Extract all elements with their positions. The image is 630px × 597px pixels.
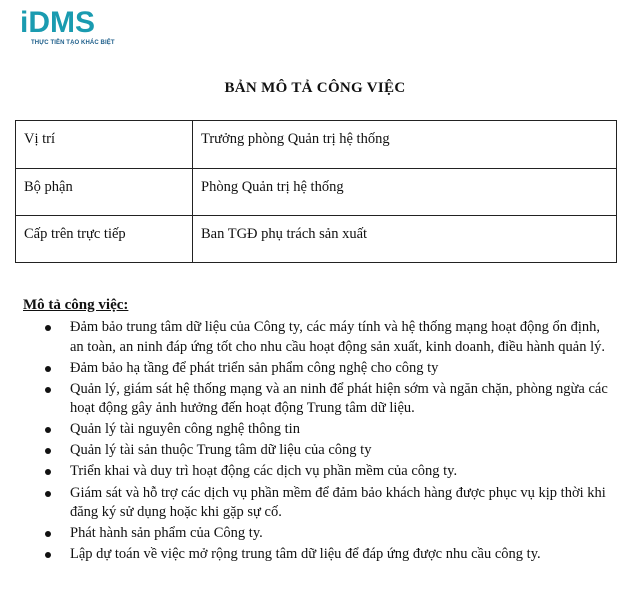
list-item <box>22 420 612 440</box>
duty-text: Phát hành sản phẩm của Công ty. <box>70 525 263 542</box>
table-row <box>16 216 617 263</box>
job-info-table <box>15 120 617 263</box>
table-row <box>16 169 617 216</box>
duties-list <box>22 318 612 566</box>
logo-tagline: THỰC TIỄN TẠO KHÁC BIỆT <box>31 40 115 46</box>
bullet-icon <box>45 552 51 558</box>
bullet-icon <box>45 366 51 372</box>
list-item <box>22 484 612 523</box>
duty-text: Đảm bảo trung tâm dữ liệu của Công ty, các máy tính và hệ thống mạng hoạt động ổn định, an toàn, an ninh đáp ứng tốt cho nhu cầu hoạt động sản xuất, kinh doanh, điều hành quản lý. <box>70 319 605 355</box>
company-logo <box>20 6 120 50</box>
logo-wordmark: iDMS <box>20 6 95 39</box>
supervisor-value: Ban TGĐ phụ trách sản xuất <box>193 216 617 263</box>
table-row <box>16 121 617 169</box>
document-title: BẢN MÔ TẢ CÔNG VIỆC <box>224 80 406 96</box>
list-item <box>22 545 612 565</box>
position-label: Vị trí <box>16 121 193 169</box>
bullet-icon <box>45 325 51 331</box>
duty-text: Lập dự toán về việc mở rộng trung tâm dữ liệu để đáp ứng được nhu cầu công ty. <box>70 546 541 563</box>
duty-text: Triển khai và duy trì hoạt động các dịch vụ phần mềm của công ty. <box>70 463 458 480</box>
position-value: Trưởng phòng Quản trị hệ thống <box>193 121 617 169</box>
duty-text: Giám sát và hỗ trợ các dịch vụ phần mềm để đảm bảo khách hàng được phục vụ kịp thời khi đăng ký sử dụng hoặc khi gặp sự cố. <box>70 484 606 521</box>
supervisor-label: Cấp trên trực tiếp <box>16 216 193 263</box>
list-item <box>22 441 612 461</box>
list-item <box>22 318 612 357</box>
duty-text: Đảm bảo hạ tầng để phát triển sản phẩm công nghệ cho công ty <box>70 359 439 376</box>
list-item <box>22 359 612 379</box>
list-item <box>22 462 612 482</box>
bullet-icon <box>45 531 51 537</box>
duty-text: Quản lý tài nguyên công nghệ thông tin <box>70 421 300 438</box>
duties-heading: Mô tả công việc: <box>23 297 129 313</box>
bullet-icon <box>45 427 51 433</box>
department-label: Bộ phận <box>16 169 193 216</box>
bullet-icon <box>45 448 51 454</box>
list-item <box>22 524 612 544</box>
department-value: Phòng Quản trị hệ thống <box>193 169 617 216</box>
duty-text: Quản lý, giám sát hệ thống mạng và an ninh để phát hiện sớm và ngăn chặn, phòng ngừa các hoạt động gây ảnh hưởng đến hoạt động Trung tâm dữ liệu. <box>70 380 608 417</box>
bullet-icon <box>45 469 51 475</box>
list-item <box>22 380 612 419</box>
bullet-icon <box>45 491 51 497</box>
duty-text: Quản lý tài sản thuộc Trung tâm dữ liệu của công ty <box>70 442 372 459</box>
bullet-icon <box>45 387 51 393</box>
